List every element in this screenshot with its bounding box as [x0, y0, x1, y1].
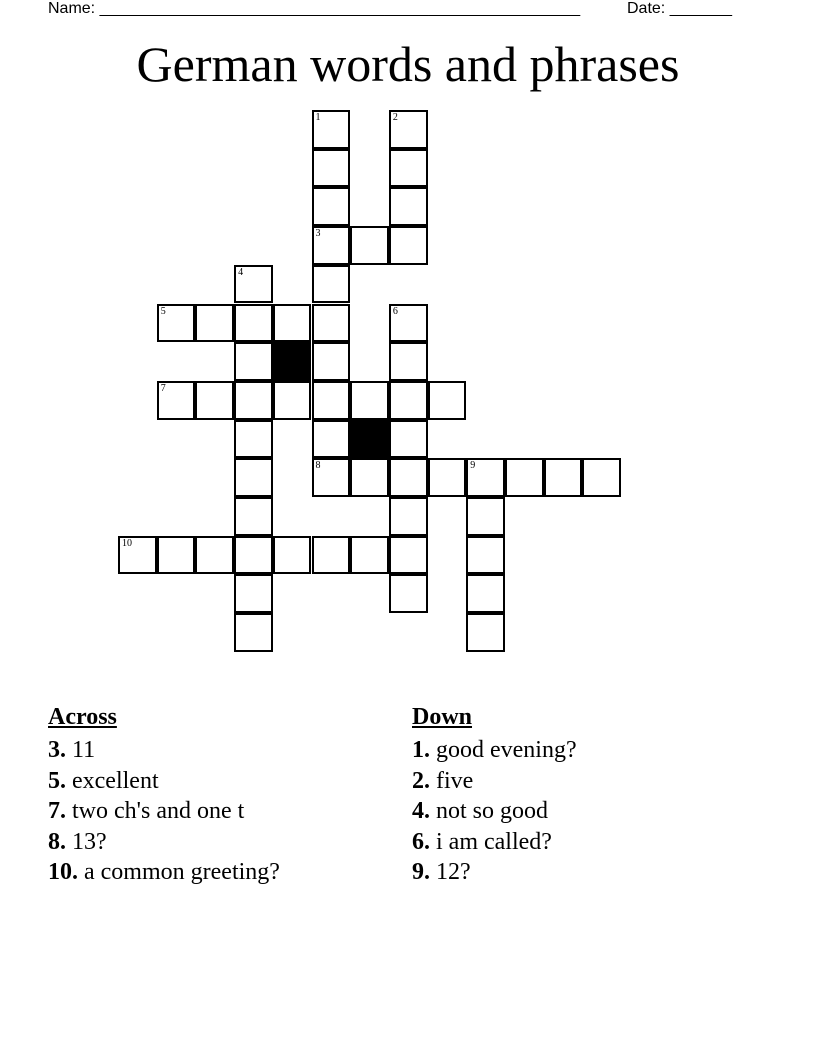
clue-number: 6. — [412, 828, 430, 855]
clue-text: 13? — [72, 828, 107, 855]
crossword-cell[interactable] — [544, 458, 583, 497]
crossword-cell[interactable] — [195, 536, 234, 575]
crossword-cell[interactable] — [389, 110, 428, 149]
crossword-cell[interactable] — [312, 458, 351, 497]
crossword-cell[interactable] — [350, 381, 389, 420]
crossword-cell[interactable] — [234, 420, 273, 459]
clue-down — [412, 796, 577, 826]
crossword-cell[interactable] — [234, 574, 273, 613]
crossword-cell[interactable] — [312, 149, 351, 188]
crossword-cell[interactable] — [312, 304, 351, 343]
crossword-cell[interactable] — [466, 613, 505, 652]
crossword-cell[interactable] — [389, 420, 428, 459]
clue-number: 4. — [412, 798, 430, 825]
crossword-block — [273, 342, 312, 381]
clue-number-label: 9 — [470, 460, 476, 472]
crossword-cell[interactable] — [428, 381, 467, 420]
crossword-cell[interactable] — [234, 458, 273, 497]
clue-text: two ch's and one t — [72, 798, 245, 825]
crossword-cell[interactable] — [273, 304, 312, 343]
crossword-cell[interactable] — [505, 458, 544, 497]
clue-number-label: 7 — [160, 382, 166, 394]
clue-number-label: 4 — [238, 266, 244, 278]
crossword-cell[interactable] — [234, 265, 273, 304]
crossword-cell[interactable] — [234, 342, 273, 381]
clue-across — [48, 735, 280, 765]
crossword-cell[interactable] — [157, 536, 196, 575]
clue-number: 8. — [48, 828, 66, 855]
clue-number: 7. — [48, 798, 66, 825]
name-field: Name: ______________________________________________________ — [48, 0, 581, 17]
down-heading: Down — [412, 704, 473, 730]
crossword-cell[interactable] — [389, 226, 428, 265]
crossword-cell[interactable] — [312, 536, 351, 575]
clue-across — [48, 796, 280, 826]
clue-text: excellent — [72, 767, 159, 794]
crossword-cell[interactable] — [466, 497, 505, 536]
clue-text: five — [436, 767, 474, 794]
crossword-cell[interactable] — [195, 381, 234, 420]
across-clues — [48, 702, 280, 887]
crossword-cell[interactable] — [389, 304, 428, 343]
crossword-cell[interactable] — [389, 342, 428, 381]
date-field: Date: _______ — [627, 0, 732, 17]
crossword-cell[interactable] — [118, 536, 157, 575]
clue-number-label: 8 — [315, 460, 321, 472]
crossword-cell[interactable] — [234, 613, 273, 652]
crossword-cell[interactable] — [389, 536, 428, 575]
crossword-cell[interactable] — [466, 574, 505, 613]
crossword-cell[interactable] — [157, 381, 196, 420]
page-title: German words and phrases — [136, 36, 680, 92]
clue-down — [412, 827, 577, 857]
clue-text: i am called? — [436, 828, 552, 855]
clue-number: 3. — [48, 737, 66, 764]
crossword-cell[interactable] — [466, 536, 505, 575]
crossword-cell[interactable] — [312, 187, 351, 226]
crossword-cell[interactable] — [466, 458, 505, 497]
crossword-cell[interactable] — [350, 226, 389, 265]
crossword-cell[interactable] — [312, 265, 351, 304]
clue-text: not so good — [436, 798, 549, 825]
clue-across — [48, 766, 280, 796]
crossword-cell[interactable] — [389, 149, 428, 188]
clue-text: 12? — [436, 859, 471, 886]
crossword-cell[interactable] — [350, 536, 389, 575]
crossword-cell[interactable] — [582, 458, 621, 497]
clue-number: 9. — [412, 859, 430, 886]
crossword-cell[interactable] — [234, 497, 273, 536]
crossword-cell[interactable] — [234, 304, 273, 343]
clue-number-label: 1 — [315, 112, 321, 123]
crossword-cell[interactable] — [389, 458, 428, 497]
clue-number: 10. — [48, 859, 78, 886]
crossword-cell[interactable] — [389, 381, 428, 420]
crossword-cell[interactable] — [350, 458, 389, 497]
clue-down — [412, 766, 577, 796]
clue-across — [48, 857, 280, 887]
crossword-cell[interactable] — [389, 187, 428, 226]
clue-number: 1. — [412, 737, 430, 764]
crossword-cell[interactable] — [195, 304, 234, 343]
crossword-cell[interactable] — [273, 381, 312, 420]
crossword-cell[interactable] — [389, 497, 428, 536]
clue-number-label: 6 — [392, 305, 398, 317]
crossword-cell[interactable] — [312, 226, 351, 265]
crossword-cell[interactable] — [234, 381, 273, 420]
clue-across — [48, 827, 280, 857]
clue-down — [412, 857, 577, 887]
clue-text: 11 — [72, 737, 96, 764]
crossword-cell[interactable] — [312, 342, 351, 381]
clue-number-label: 5 — [160, 305, 166, 317]
crossword-cell[interactable] — [389, 574, 428, 613]
crossword-cell[interactable] — [234, 536, 273, 575]
clue-number: 2. — [412, 767, 430, 794]
clue-number-label: 2 — [392, 112, 398, 123]
crossword-block — [350, 420, 389, 459]
crossword-cell[interactable] — [312, 420, 351, 459]
clue-down — [412, 735, 577, 765]
crossword-cell[interactable] — [312, 110, 351, 149]
crossword-cell[interactable] — [273, 536, 312, 575]
clue-number-label: 3 — [315, 228, 321, 240]
crossword-cell[interactable] — [428, 458, 467, 497]
clue-text: good evening? — [436, 737, 577, 764]
clue-text: a common greeting? — [84, 859, 280, 886]
across-heading: Across — [48, 704, 117, 730]
clue-number: 5. — [48, 767, 66, 794]
crossword-cell[interactable] — [157, 304, 196, 343]
clue-number-label: 10 — [122, 537, 132, 549]
down-clues — [412, 702, 577, 887]
crossword-cell[interactable] — [312, 381, 351, 420]
